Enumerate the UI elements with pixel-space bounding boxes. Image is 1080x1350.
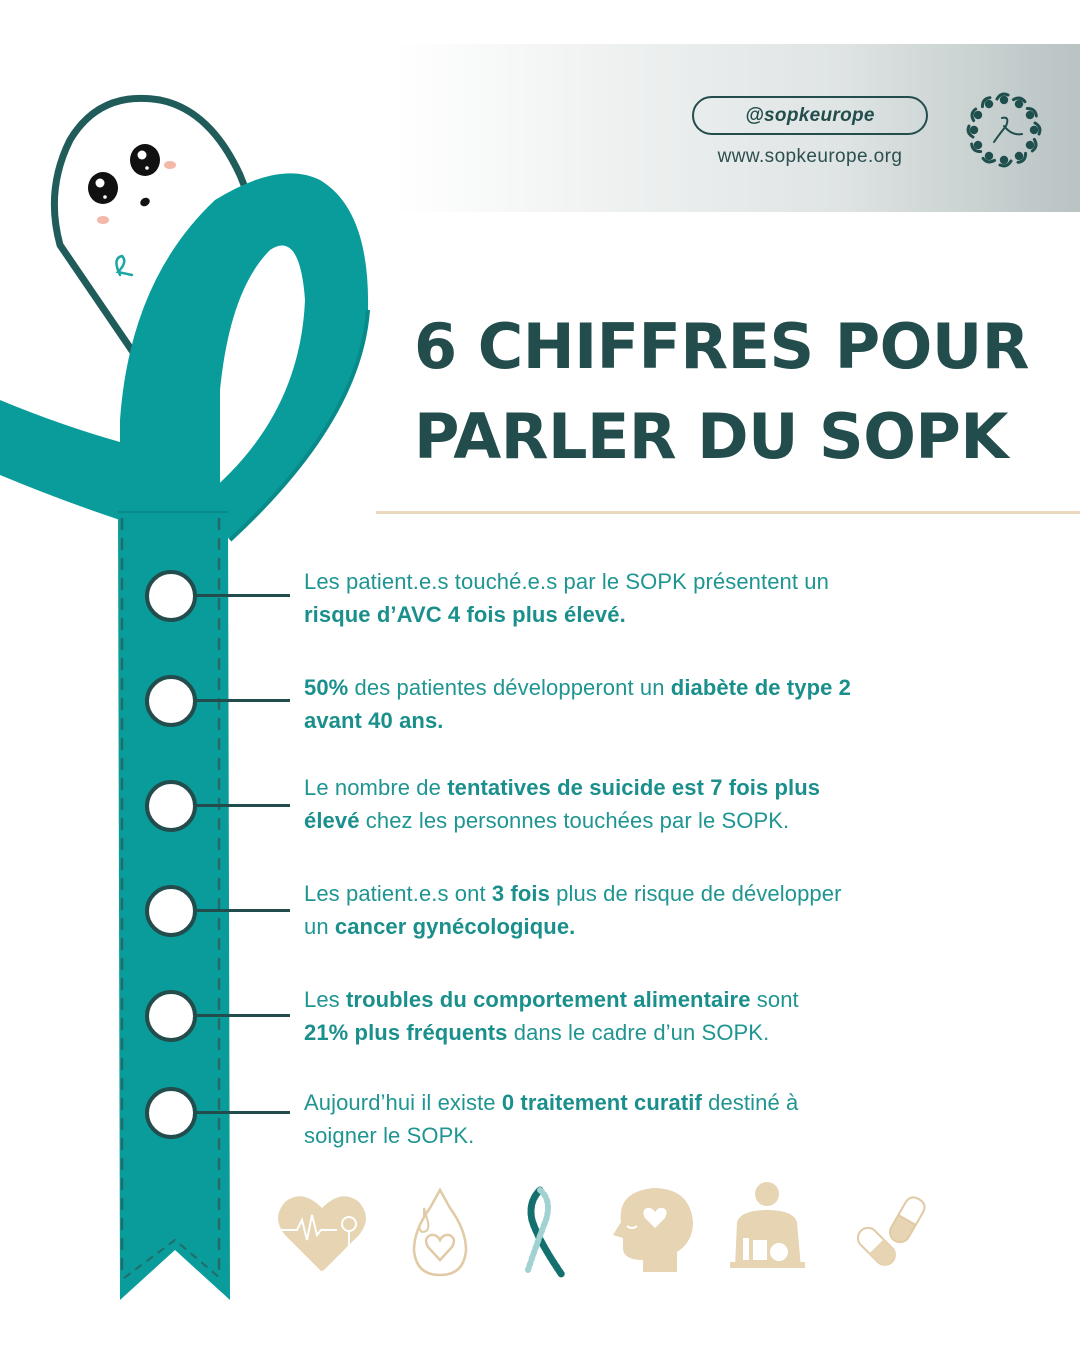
sopk-europe-logo-icon bbox=[962, 90, 1046, 170]
stat-item bbox=[304, 1086, 1004, 1152]
timeline-connector-3 bbox=[195, 804, 290, 807]
person-eating-food-icon bbox=[725, 1180, 810, 1280]
stat-item bbox=[304, 877, 1004, 943]
stat-line-2 bbox=[304, 1119, 1004, 1152]
stat-text: dans le cadre d’un SOPK. bbox=[507, 1020, 770, 1045]
stat-line-1 bbox=[304, 671, 1004, 704]
timeline-connector-4 bbox=[195, 909, 290, 912]
timeline-node-3 bbox=[145, 780, 197, 832]
stat-line-2 bbox=[304, 804, 1004, 837]
social-handle: @sopkeurope bbox=[745, 104, 875, 126]
awareness-ribbon-icon bbox=[520, 1180, 570, 1280]
stat-line-2 bbox=[304, 910, 1004, 943]
stat-text: Les patient.e.s touché.e.s par le SOPK présentent un bbox=[304, 569, 829, 594]
stat-item bbox=[304, 565, 1004, 631]
pills-capsules-icon bbox=[845, 1180, 935, 1280]
stat-highlight: 50% bbox=[304, 675, 349, 700]
timeline-connector-1 bbox=[195, 594, 290, 597]
stat-highlight: élevé bbox=[304, 808, 360, 833]
stat-item bbox=[304, 771, 1004, 837]
stat-line-2 bbox=[304, 704, 1004, 737]
timeline-connector-5 bbox=[195, 1014, 290, 1017]
blood-drop-heart-icon bbox=[408, 1180, 473, 1280]
social-handle-badge[interactable] bbox=[692, 96, 928, 135]
timeline-connector-6 bbox=[195, 1111, 290, 1114]
stat-text: Aujourd’hui il existe bbox=[304, 1090, 502, 1115]
title-divider bbox=[376, 511, 1080, 514]
title-line-1: 6 CHIFFRES POUR bbox=[414, 310, 1029, 383]
stat-highlight: diabète de type 2 bbox=[670, 675, 851, 700]
timeline-node-1 bbox=[145, 570, 197, 622]
stat-highlight: troubles du comportement alimentaire bbox=[345, 987, 751, 1012]
stat-line-2 bbox=[304, 598, 1004, 631]
timeline-node-6 bbox=[145, 1087, 197, 1139]
stat-text: soigner le SOPK. bbox=[304, 1123, 475, 1148]
stat-text: Les bbox=[304, 987, 346, 1012]
stat-item bbox=[304, 983, 1004, 1049]
title-line-2: PARLER DU SOPK bbox=[414, 400, 1008, 473]
timeline-node-2 bbox=[145, 675, 197, 727]
stat-line-1 bbox=[304, 1086, 1004, 1119]
stat-item bbox=[304, 671, 1004, 737]
timeline-node-4 bbox=[145, 885, 197, 937]
timeline-connector-2 bbox=[195, 699, 290, 702]
timeline-node-5 bbox=[145, 990, 197, 1042]
stat-text: chez les personnes touchées par le SOPK. bbox=[359, 808, 790, 833]
stat-text: Le nombre de bbox=[304, 775, 448, 800]
stat-line-1 bbox=[304, 771, 1004, 804]
stat-line-1 bbox=[304, 877, 1004, 910]
stat-text: destiné à bbox=[701, 1090, 799, 1115]
stat-highlight: tentatives de suicide est 7 fois plus bbox=[447, 775, 821, 800]
stat-line-1 bbox=[304, 983, 1004, 1016]
stat-line-1 bbox=[304, 565, 1004, 598]
stat-highlight: risque d’AVC 4 fois plus élevé. bbox=[304, 602, 626, 627]
stat-highlight: 3 fois bbox=[491, 881, 550, 906]
stat-highlight: 21% plus fréquents bbox=[304, 1020, 508, 1045]
website-link[interactable]: www.sopkeurope.org bbox=[717, 146, 903, 167]
stat-highlight: 0 traitement curatif bbox=[501, 1090, 702, 1115]
stat-text: plus de risque de développer bbox=[549, 881, 842, 906]
head-heart-mental-health-icon bbox=[605, 1180, 700, 1280]
icon-row bbox=[270, 1180, 950, 1280]
stat-highlight: cancer gynécologique. bbox=[334, 914, 576, 939]
stat-text: des patientes développeront un bbox=[348, 675, 671, 700]
stat-line-2 bbox=[304, 1016, 1004, 1049]
stat-text: sont bbox=[750, 987, 799, 1012]
stat-text: Les patient.e.s ont bbox=[304, 881, 492, 906]
stat-text: un bbox=[304, 914, 335, 939]
page-title bbox=[414, 302, 1054, 482]
stat-highlight: avant 40 ans. bbox=[304, 708, 444, 733]
heart-stethoscope-icon bbox=[275, 1180, 370, 1280]
